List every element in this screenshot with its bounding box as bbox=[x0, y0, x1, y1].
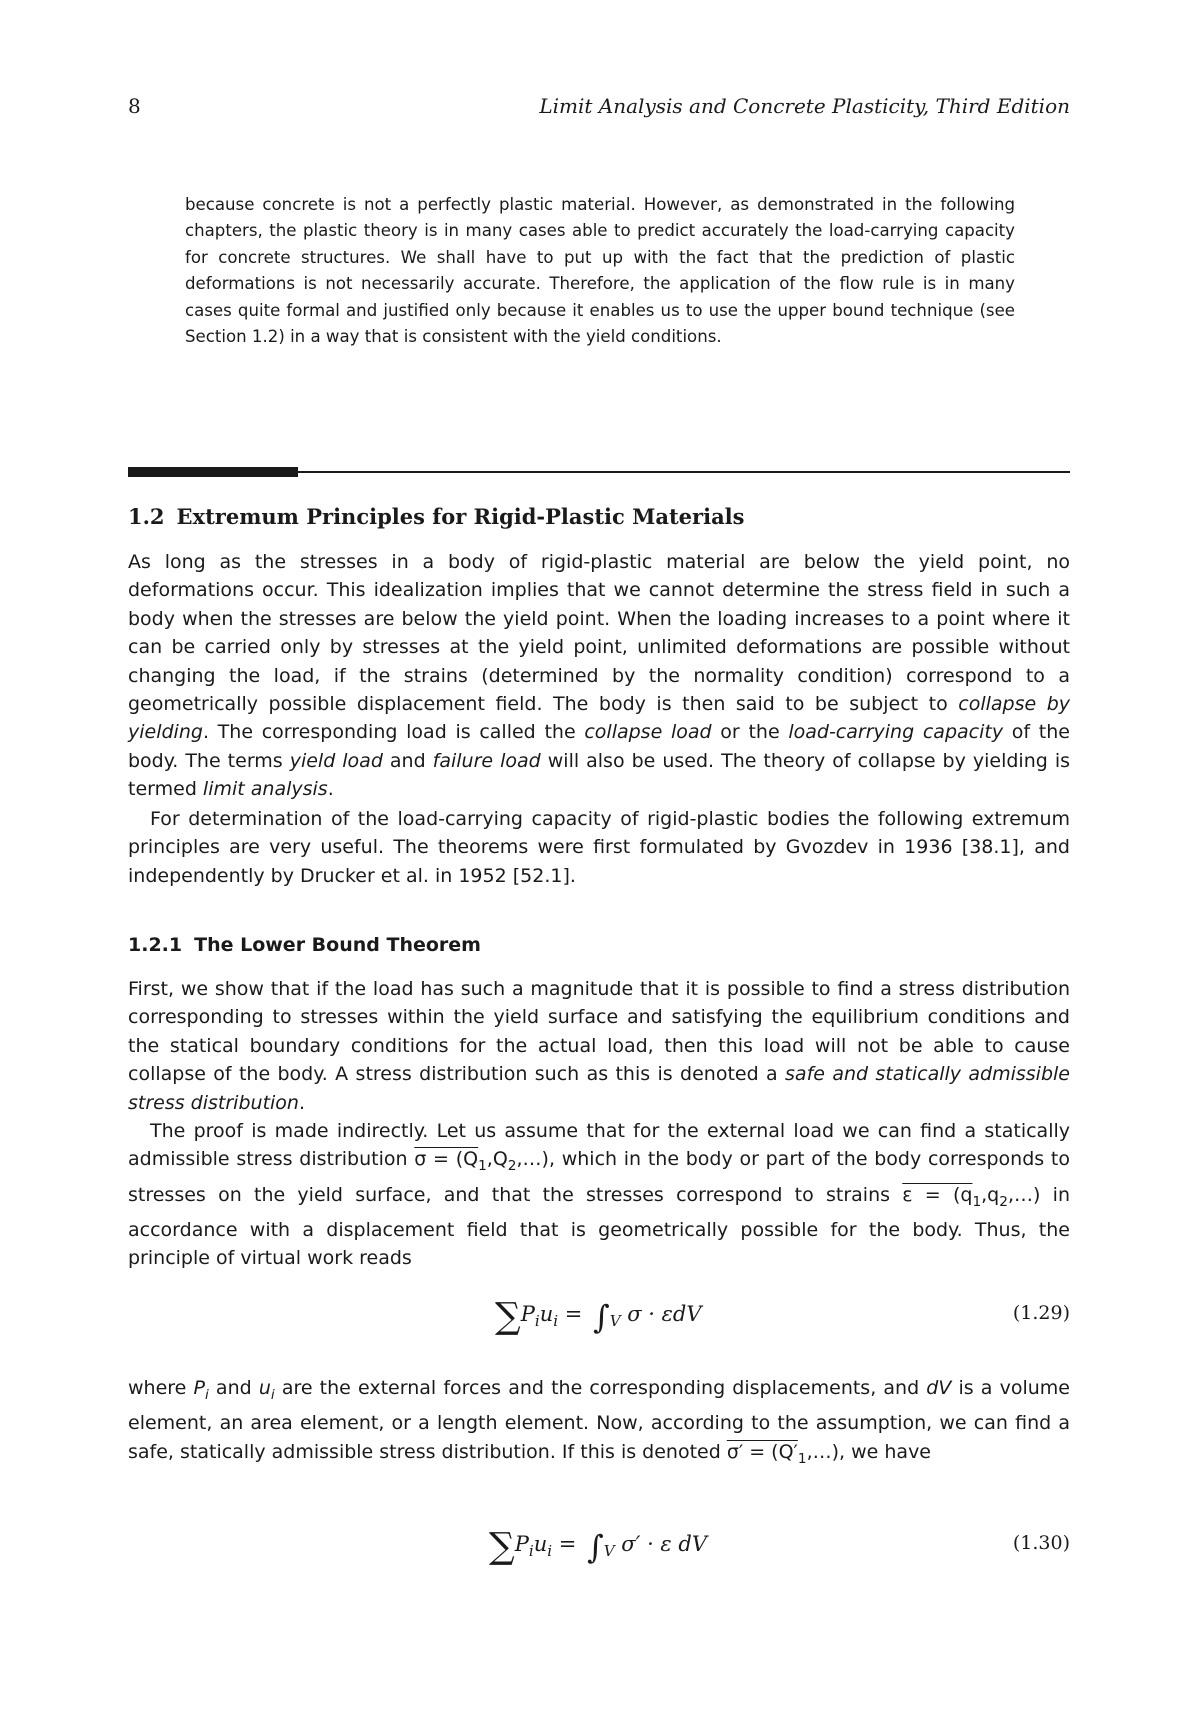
integral-symbol: ∫ bbox=[593, 1298, 610, 1336]
equation-number: (1.29) bbox=[1012, 1302, 1070, 1324]
page-header bbox=[128, 94, 1070, 118]
eq-sub: V bbox=[603, 1542, 615, 1561]
p5-text-a: where bbox=[128, 1377, 194, 1399]
eq-term: u bbox=[539, 1302, 554, 1326]
subsection-number: 1.2.1 bbox=[128, 934, 183, 956]
p5-math: dV bbox=[926, 1377, 952, 1399]
p4-math-stress bbox=[414, 1148, 549, 1175]
eq-equals: = bbox=[552, 1532, 584, 1556]
equation-1-30 bbox=[128, 1520, 1070, 1567]
running-title: Limit Analysis and Concrete Plasticity, Third Edition bbox=[539, 94, 1070, 118]
eq-sub: i bbox=[528, 1542, 534, 1561]
p4-math-sub: 2 bbox=[507, 1158, 517, 1175]
eq-sub: i bbox=[534, 1312, 540, 1331]
p3-text-a: First, we show that if the load has such a magnitude that it is possible to find a stress distribution corresponding to stresses within the yield surface and satisfying the equilibrium conditions and the statical boundary conditions for the actual load, then this load will not be able to cause collapse of the body. A stress distribution such as this is denoted a bbox=[128, 978, 1070, 1086]
p1-text-e: and bbox=[382, 749, 433, 772]
p5-math-sub: 1 bbox=[797, 1450, 807, 1467]
p5-text-e: , we have bbox=[839, 1440, 931, 1463]
p5-math: P bbox=[193, 1377, 205, 1399]
p4-math-strain-c: ,…) bbox=[1007, 1183, 1041, 1206]
section-heading bbox=[128, 504, 744, 529]
sum-symbol: ∑ bbox=[489, 1526, 515, 1567]
p5-text-c: are the external forces and the corresponding displacements, and bbox=[274, 1377, 927, 1399]
eq-term: u bbox=[533, 1532, 548, 1556]
p4-text-a: The proof is made indirectly. Let us assume that for the external load we can find a statically admissible stress distribution bbox=[128, 1120, 1070, 1171]
p4-math-strain-a: ε = (q bbox=[902, 1183, 973, 1206]
paragraph-3 bbox=[128, 975, 1070, 1117]
p1-text-f: will also be used. The theory of collapse by yielding is termed bbox=[128, 749, 1070, 801]
equation-number: (1.30) bbox=[1012, 1532, 1070, 1554]
eq-term: P bbox=[514, 1532, 529, 1556]
eq-sub: i bbox=[553, 1312, 559, 1331]
p5-math-stress-prime: σ′ = (Q′ bbox=[726, 1440, 798, 1463]
p3-text-b: . bbox=[298, 1091, 306, 1114]
eq-equals: = bbox=[558, 1302, 590, 1326]
p1-term-yield-load: yield load bbox=[289, 749, 383, 772]
p4-text-c: in accordance with a displacement field that is geometrically possible for the body. Thus, the principle of virtual work reads bbox=[128, 1183, 1070, 1270]
eq-sub: V bbox=[609, 1312, 621, 1331]
p4-math-stress-a: σ = (Q bbox=[414, 1148, 479, 1171]
page-number: 8 bbox=[128, 94, 141, 118]
p3-term-safe-distribution: safe and statically admissible stress distribution bbox=[128, 1063, 1070, 1114]
sum-symbol: ∑ bbox=[495, 1296, 521, 1337]
equation-1-29-body bbox=[495, 1296, 702, 1337]
p4-math-sub: 1 bbox=[972, 1193, 982, 1210]
box-text: because concrete is not a perfectly plastic material. However, as demonstrated in the following chapters, the plastic theory is in many cases able to predict accurately the load-carrying capacity for concrete structures. We shall have to put up with the fact that the prediction of plastic deformations is not necessarily accurate. Therefore, the application of the flow rule is in many cases quite formal and justified only because it enables us to use the upper bound technique (see Section 1.2) in a way that is consistent with the yield conditions. bbox=[185, 195, 1015, 347]
p1-term-collapse-by-yielding: collapse by yielding bbox=[128, 693, 1071, 744]
p5-text-b: and bbox=[208, 1377, 259, 1399]
eq-integrand: σ · εdV bbox=[627, 1302, 702, 1326]
p4-text-b: , which in the body or part of the body corresponds to stresses on the yield surface, and that the stresses correspond to strains bbox=[128, 1148, 1070, 1206]
p1-term-failure-load: failure load bbox=[432, 749, 541, 772]
p4-math-strain-b: ,q bbox=[981, 1183, 1000, 1206]
p5-math-sub: i bbox=[270, 1386, 275, 1403]
p1-text-c: or the bbox=[711, 721, 789, 744]
p1-term-collapse-load: collapse load bbox=[584, 721, 712, 744]
p1-text-b: . The corresponding load is called the bbox=[202, 721, 585, 744]
paragraph-4 bbox=[128, 1117, 1070, 1273]
p5-math: u bbox=[258, 1377, 271, 1399]
p1-text-g: . bbox=[327, 778, 334, 801]
section-number: 1.2 bbox=[128, 504, 165, 529]
p4-math-stress-b: ,Q bbox=[486, 1148, 508, 1171]
section-title: Extremum Principles for Rigid-Plastic Materials bbox=[176, 504, 745, 529]
eq-integrand: σ′ · ε dV bbox=[621, 1532, 707, 1556]
equation-1-29 bbox=[128, 1290, 1070, 1337]
p5-text-d: is a volume element, an area element, or a length element. Now, according to the assumption, we can find a safe, statically admissible stress distribution. If this is denoted bbox=[128, 1377, 1070, 1463]
p4-math-sub: 1 bbox=[478, 1158, 487, 1175]
eq-sub: i bbox=[547, 1542, 553, 1561]
equation-1-30-body bbox=[489, 1526, 707, 1567]
integral-symbol: ∫ bbox=[587, 1528, 604, 1566]
eq-term: P bbox=[520, 1302, 535, 1326]
p1-text-a: As long as the stresses in a body of rigid-plastic material are below the yield point, no deformations occur. This idealization implies that we cannot determine the stress field in such a body when the stresses are below the yield point. When the loading increases to a point where it can be carried only by stresses at the yield point, unlimited deformations are possible without changing the load, if the strains (determined by the normality condition) correspond to a geometrically possible displacement field. The body is then said to be subject to bbox=[128, 551, 1070, 716]
p4-math-stress-c: ,…) bbox=[516, 1148, 549, 1171]
paragraph-2: For determination of the load-carrying capacity of rigid-plastic bodies the following extremum principles are very useful. The theorems were first formulated by Gvozdev in 1936 [38.1], and independently by Drucker et al. in 1952 [52.1]. bbox=[128, 808, 1070, 887]
paragraph-1 bbox=[128, 548, 1070, 804]
paragraph-5 bbox=[128, 1374, 1070, 1473]
p1-term-load-carrying-capacity: load-carrying capacity bbox=[788, 721, 1004, 744]
section-rule-thick bbox=[128, 467, 298, 477]
p1-text-d: of the body. The terms bbox=[128, 721, 1070, 772]
subsection-title: The Lower Bound Theorem bbox=[194, 934, 481, 956]
p4-math-strain bbox=[902, 1183, 1041, 1210]
p4-math-sub: 2 bbox=[999, 1193, 1008, 1210]
p5-math: ,…) bbox=[806, 1440, 840, 1463]
section-rule bbox=[128, 467, 1070, 479]
p1-term-limit-analysis: limit analysis bbox=[202, 778, 328, 801]
subsection-heading bbox=[128, 934, 481, 956]
p5-math-sub: i bbox=[204, 1386, 209, 1403]
